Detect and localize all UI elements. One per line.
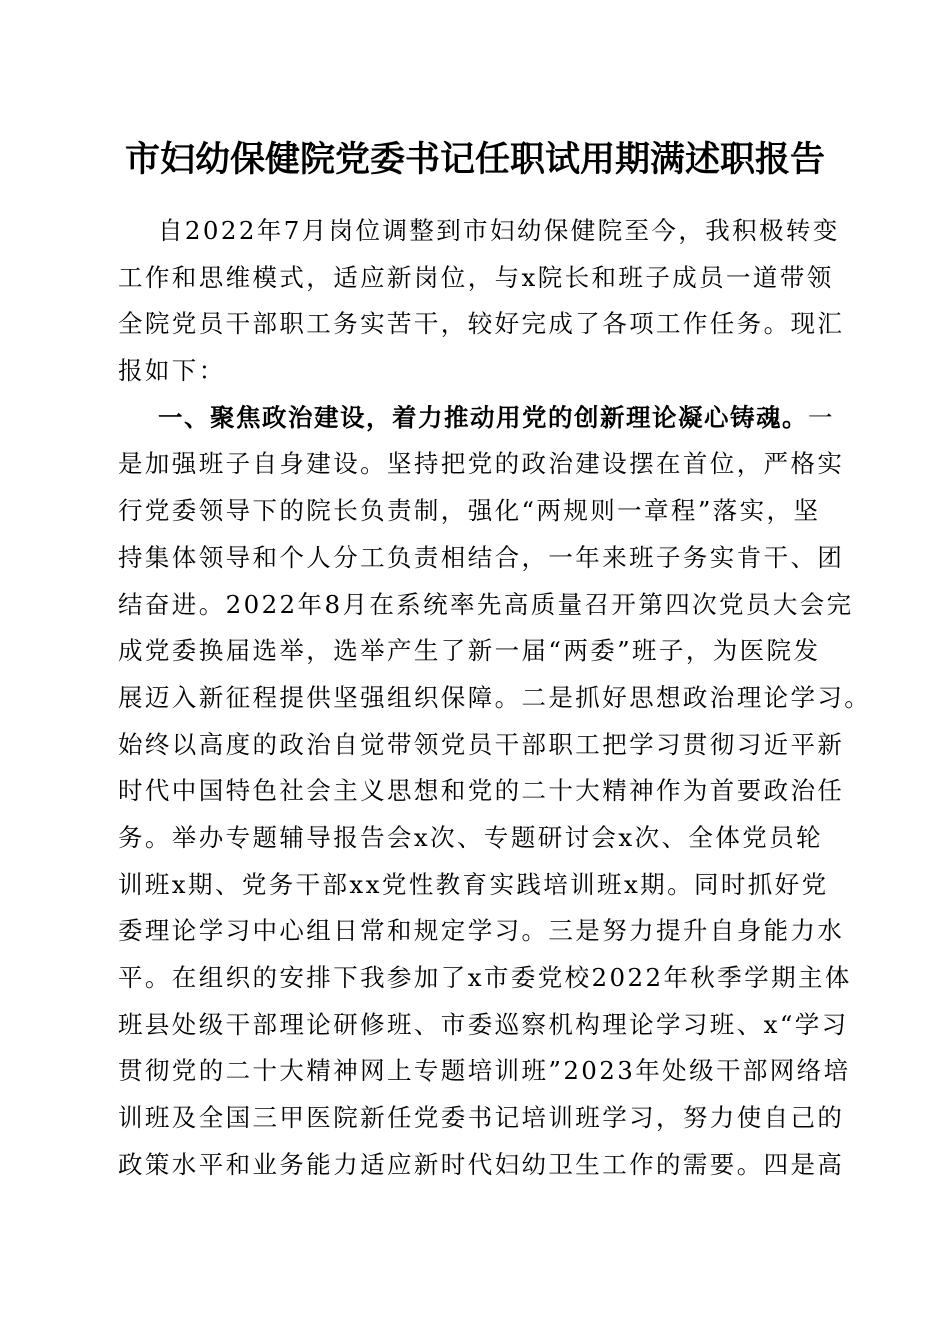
paragraph-line-14: 务。举办专题辅导报告会x次、专题研讨会x次、全体党员轮 (118, 822, 823, 852)
paragraph-line-17: 平。在组织的安排下我参加了x市委党校2022年秋季学期主体 (118, 963, 852, 992)
paragraph-line-12: 始终以高度的政治自觉带领党员干部职工把学习贯彻习近平新 (118, 729, 845, 759)
paragraph-line-19: 贯彻党的二十大精神网上专题培训班”2023年处级干部网络培 (118, 1056, 851, 1086)
paragraph-line-7: 行党委领导下的院长负责制，强化“两规则一章程”落实，坚 (118, 496, 821, 526)
document-title: 市妇幼保健院党委书记任职试用期满述职报告 (124, 139, 825, 180)
section-heading-line (118, 395, 838, 442)
paragraph-line-3: 全院党员干部职工务实苦干，较好完成了各项工作任务。现汇 (118, 309, 845, 339)
paragraph-line-20: 训班及全国三甲医院新任党委书记培训班学习，努力使自己的 (118, 1103, 845, 1133)
paragraph-line-2: 工作和思维模式，适应新岗位，与x院长和班子成员一道带领 (118, 262, 834, 292)
paragraph-line-13: 时代中国特色社会主义思想和党的二十大精神作为首要政治任 (118, 776, 845, 806)
paragraph-line-16: 委理论学习中心组日常和规定学习。三是努力提升自身能力水 (118, 916, 845, 946)
paragraph-line-6: 是加强班子自身建设。坚持把党的政治建设摆在首位，严格实 (118, 449, 845, 479)
paragraph-line-15: 训班x期、党务干部xx党性教育实践培训班x期。同时抓好党 (118, 869, 829, 899)
paragraph-line-21: 政策水平和业务能力适应新时代妇幼卫生工作的需要。四是高 (118, 1149, 845, 1179)
section-heading-1: 一、聚焦政治建设，着力推动用党的创新理论凝心铸魂。 (158, 402, 808, 432)
paragraph-line-9: 结奋进。2022年8月在系统率先高质量召开第四次党员大会完 (118, 589, 854, 619)
paragraph-line-10: 成党委换届选举，选举产生了新一届“两委”班子，为医院发 (118, 636, 821, 666)
paragraph-line-4: 报如下： (118, 356, 226, 386)
section-heading-continuation: 一 (808, 402, 835, 432)
paragraph-line-11: 展迈入新征程提供坚强组织保障。二是抓好思想政治理论学习。 (118, 682, 872, 712)
paragraph-line-1: 自2022年7月岗位调整到市妇幼保健院至今，我积极转变 (158, 216, 840, 245)
paragraph-line-8: 持集体领导和个人分工负责相结合，一年来班子务实肯干、团 (118, 542, 845, 572)
document-body (118, 208, 872, 1188)
paragraph-line-18: 班县处级干部理论研修班、市委巡察机构理论学习班、x“学习 (118, 1009, 849, 1039)
